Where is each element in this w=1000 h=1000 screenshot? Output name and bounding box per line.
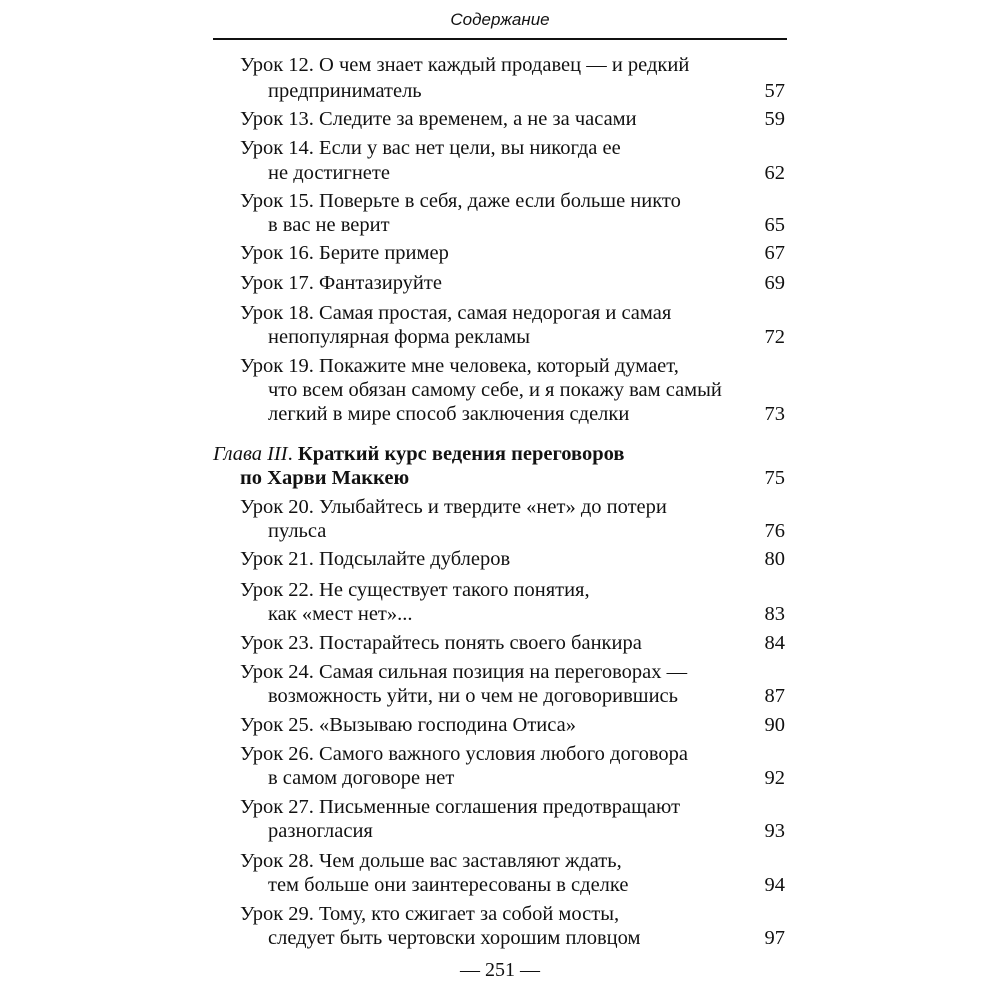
toc-entry-title: пульса (268, 520, 327, 542)
page-number: 65 (764, 214, 785, 236)
chapter-title: Краткий курс ведения переговоров (297, 443, 625, 465)
toc-entry-line (240, 52, 785, 78)
toc-entry-line (240, 270, 785, 296)
toc-entry-line (268, 160, 785, 186)
toc-entry-line (240, 577, 785, 603)
chapter-title: по Харви Маккею (240, 467, 410, 489)
toc-entry-line (240, 741, 785, 767)
page-number: 75 (764, 467, 785, 489)
chapter-heading (213, 441, 624, 467)
page-number: 57 (764, 80, 785, 102)
page-number: 69 (764, 272, 785, 294)
toc-entry-title: тем больше они заинтересованы в сделке (268, 874, 629, 896)
toc-entry-title: Урок 15. Поверьте в себя, даже если больше никто (240, 190, 681, 212)
footer-dash-right: — (515, 959, 540, 981)
chapter-prefix: Глава III (213, 443, 288, 465)
toc-entry-line (240, 135, 785, 161)
toc-entry-line (240, 848, 785, 874)
toc-entry-title: Урок 29. Тому, кто сжигает за собой мосты, (240, 903, 620, 925)
page-footer (0, 959, 1000, 982)
toc-entry-title: в самом договоре нет (268, 767, 455, 789)
toc-entry-line (240, 240, 785, 266)
toc-entry-title: Урок 13. Следите за временем, а не за часами (240, 108, 637, 130)
page-number: 73 (764, 403, 785, 425)
toc-entry-title: как «мест нет»... (268, 603, 413, 625)
toc-entry-title: что всем обязан самому себе, и я покажу вам самый (268, 379, 722, 401)
toc-entry-title: Урок 22. Не существует такого понятия, (240, 579, 590, 601)
footer-dash-left: — (460, 959, 485, 981)
toc-entry-title: не достигнете (268, 162, 390, 184)
toc-entry-title: Урок 25. «Вызываю господина Отиса» (240, 714, 576, 736)
toc-entry-title: Урок 28. Чем дольше вас заставляют ждать, (240, 850, 622, 872)
toc-entry-line (240, 106, 785, 132)
toc-entry-title: разногласия (268, 820, 373, 842)
toc-entry-title: Урок 17. Фантазируйте (240, 272, 442, 294)
toc-entry-line (268, 377, 785, 403)
toc-entry-line (268, 518, 785, 544)
toc-entry-line (268, 925, 785, 951)
page-number: 92 (764, 767, 785, 789)
toc-entry-title: предприниматель (268, 80, 422, 102)
toc-entry-title: Урок 12. О чем знает каждый продавец — и редкий (240, 54, 690, 76)
page-number: 62 (764, 162, 785, 184)
toc-entry-line (268, 78, 785, 104)
toc-entry-title: Урок 27. Письменные соглашения предотвращают (240, 796, 681, 818)
toc-entry-title: Урок 20. Улыбайтесь и твердите «нет» до потери (240, 496, 667, 518)
toc-entry-line (268, 765, 785, 791)
toc-entry-line (240, 794, 785, 820)
toc-entry-line (240, 712, 785, 738)
page-number: 84 (764, 632, 785, 654)
toc-entry-line (268, 872, 785, 898)
toc-entry-line (240, 300, 785, 326)
toc-entry-line (240, 546, 785, 572)
page-number: 76 (764, 520, 785, 542)
toc-entry-line (240, 465, 785, 491)
page-number: 67 (764, 242, 785, 264)
toc-entry-line (240, 188, 785, 214)
toc-entry-line (268, 601, 785, 627)
page-number: 59 (764, 108, 785, 130)
toc-entry-line (268, 401, 785, 427)
page-number: 90 (764, 714, 785, 736)
toc-entry-title: легкий в мире способ заключения сделки (268, 403, 630, 425)
header-rule (213, 38, 787, 40)
toc-entry-title: следует быть чертовски хорошим пловцом (268, 927, 641, 949)
toc-entry-title: Урок 26. Самого важного условия любого договора (240, 743, 688, 765)
page-number: 83 (764, 603, 785, 625)
toc-entry-line (240, 659, 785, 685)
toc-entry-line (268, 324, 785, 350)
page-number: 87 (764, 685, 785, 707)
toc-entry-line (240, 901, 785, 927)
toc-entry-title: Урок 24. Самая сильная позиция на переговорах — (240, 661, 688, 683)
toc-entry-title: непопулярная форма рекламы (268, 326, 531, 348)
toc-entry-line (240, 630, 785, 656)
page-number: 72 (764, 326, 785, 348)
toc-entry-line (240, 494, 785, 520)
toc-entry-title: возможность уйти, ни о чем не договорившись (268, 685, 678, 707)
running-header: Содержание (450, 10, 550, 29)
toc-entry-line (268, 683, 785, 709)
toc-entry-line (240, 353, 785, 379)
page-number: 80 (764, 548, 785, 570)
toc-entry-line (268, 212, 785, 238)
page-number: 94 (764, 874, 785, 896)
toc-entry-title: Урок 16. Берите пример (240, 242, 449, 264)
toc-entry-title: в вас не верит (268, 214, 390, 236)
page-number: 97 (764, 927, 785, 949)
chapter-separator: . (287, 443, 298, 465)
toc-entry-title: Урок 19. Покажите мне человека, который думает, (240, 355, 679, 377)
footer-page-number: 251 (485, 959, 515, 981)
toc-entry-title: Урок 21. Подсылайте дублеров (240, 548, 511, 570)
page-number: 93 (764, 820, 785, 842)
toc-entry-line (268, 818, 785, 844)
toc-entry-title: Урок 23. Постарайтесь понять своего банкира (240, 632, 642, 654)
toc-entry-title: Урок 18. Самая простая, самая недорогая и самая (240, 302, 672, 324)
toc-entry-title: Урок 14. Если у вас нет цели, вы никогда ее (240, 137, 621, 159)
